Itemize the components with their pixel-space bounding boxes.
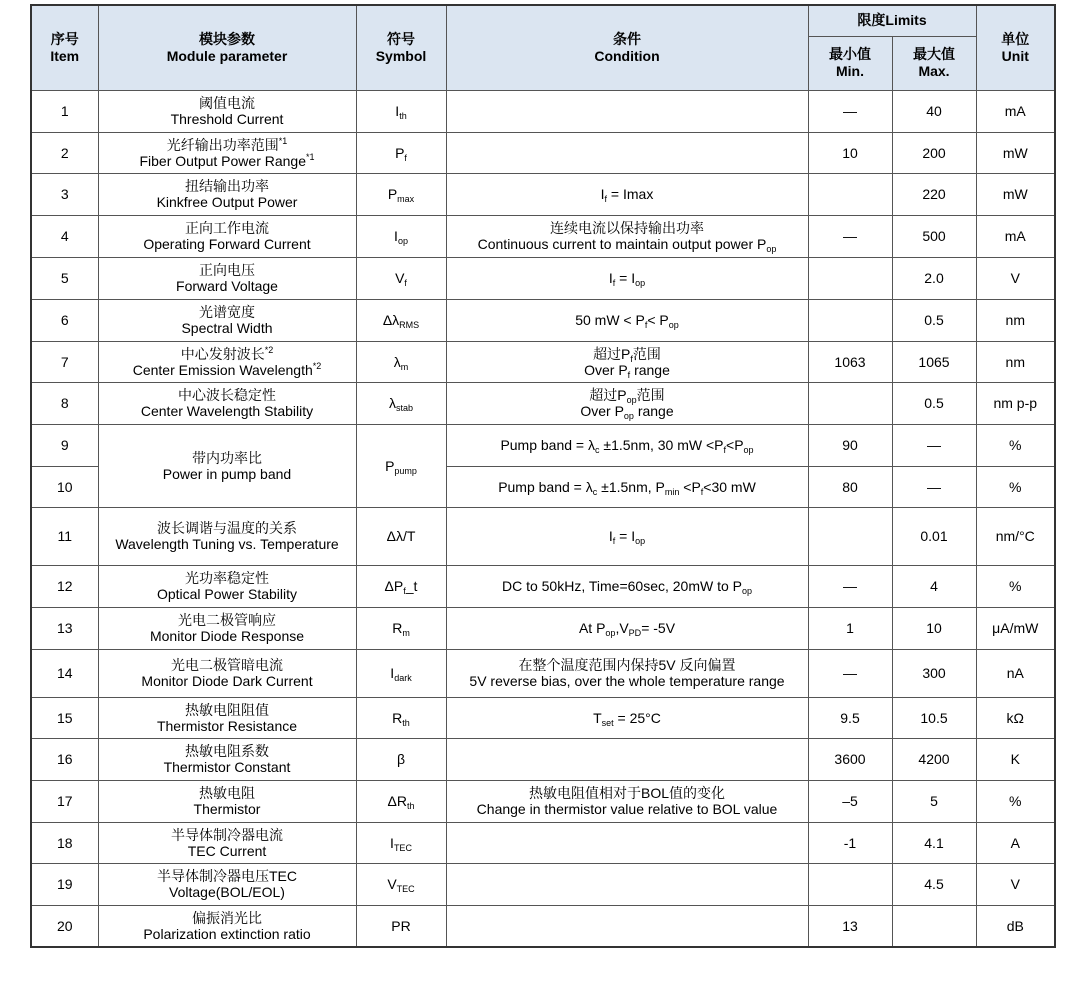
max-cell: 4.5	[892, 863, 976, 905]
max-cell	[892, 905, 976, 947]
parameter-cell: 热敏电阻 Thermistor	[98, 780, 356, 822]
condition-cell	[446, 863, 808, 905]
max-cell: 4200	[892, 738, 976, 780]
table-row	[31, 424, 1055, 466]
min-cell: 3600	[808, 738, 892, 780]
parameter-cell: 扭结输出功率 Kinkfree Output Power	[98, 173, 356, 215]
table-row	[31, 863, 1055, 905]
unit-cell: V	[976, 257, 1055, 299]
condition-cell: $I_f = Imax$	[446, 173, 808, 215]
table-row	[31, 780, 1055, 822]
parameter-cell: 中心发射波长$^{*2}$ Center Emission Wavelength$^{*2}$	[98, 341, 356, 382]
min-cell: 1063	[808, 341, 892, 382]
unit-cell: A	[976, 822, 1055, 863]
symbol-cell: $I_{op}$	[356, 215, 446, 257]
symbol-cell: $V_{TEC}$	[356, 863, 446, 905]
header-item: 序号 Item	[31, 5, 98, 90]
unit-cell: K	[976, 738, 1055, 780]
item-cell: 13	[31, 607, 98, 649]
max-cell: 1065	[892, 341, 976, 382]
item-cell: 5	[31, 257, 98, 299]
min-cell	[808, 382, 892, 424]
symbol-cell: $P_{max}$	[356, 173, 446, 215]
unit-cell: dB	[976, 905, 1055, 947]
unit-cell: nm	[976, 299, 1055, 341]
parameter-cell: 半导体制冷器电压TEC Voltage(BOL/EOL)	[98, 863, 356, 905]
item-cell: 17	[31, 780, 98, 822]
table-row	[31, 173, 1055, 215]
item-cell: 11	[31, 507, 98, 565]
table-row	[31, 649, 1055, 697]
item-cell: 2	[31, 132, 98, 173]
symbol-cell: β	[356, 738, 446, 780]
max-cell: 0.5	[892, 299, 976, 341]
unit-cell: V	[976, 863, 1055, 905]
item-cell: 10	[31, 466, 98, 507]
min-cell: -1	[808, 822, 892, 863]
condition-cell: Pump band = $\lambda_c \pm 1.5nm$, $P_{min} <P_f<30$ mW	[446, 466, 808, 507]
min-cell: –5	[808, 780, 892, 822]
header-condition: 条件 Condition	[446, 5, 808, 90]
condition-cell: $I_f = I_{op}$	[446, 257, 808, 299]
min-cell: 13	[808, 905, 892, 947]
item-cell: 16	[31, 738, 98, 780]
parameter-cell: 中心波长稳定性 Center Wavelength Stability	[98, 382, 356, 424]
max-cell: 0.01	[892, 507, 976, 565]
item-cell: 4	[31, 215, 98, 257]
parameter-cell: 光纤输出功率范围$^{*1}$ Fiber Output Power Range$^{*1}$	[98, 132, 356, 173]
item-cell: 20	[31, 905, 98, 947]
parameter-cell: 波长调谐与温度的关系 Wavelength Tuning vs. Temperature	[98, 507, 356, 565]
specification-table	[30, 4, 1056, 948]
condition-cell: 连续电流以保持输出功率 Continuous current to maintain output power $P_{op}$	[446, 215, 808, 257]
symbol-cell: $P_{pump}$	[356, 424, 446, 507]
condition-cell	[446, 132, 808, 173]
symbol-cell: PR	[356, 905, 446, 947]
max-cell: 200	[892, 132, 976, 173]
parameter-cell: 半导体制冷器电流 TEC Current	[98, 822, 356, 863]
symbol-cell: $R_{th}$	[356, 697, 446, 738]
symbol-cell: $\Delta\lambda_{RMS}$	[356, 299, 446, 341]
item-cell: 19	[31, 863, 98, 905]
table-row	[31, 565, 1055, 607]
table-row	[31, 607, 1055, 649]
parameter-cell: 正向电压 Forward Voltage	[98, 257, 356, 299]
item-cell: 8	[31, 382, 98, 424]
header-max: 最大值 Max.	[892, 36, 976, 90]
parameter-cell: 带内功率比 Power in pump band	[98, 424, 356, 507]
symbol-cell: $I_{dark}$	[356, 649, 446, 697]
parameter-cell: 光电二极管暗电流 Monitor Diode Dark Current	[98, 649, 356, 697]
unit-cell: mA	[976, 90, 1055, 132]
unit-cell: mW	[976, 132, 1055, 173]
min-cell	[808, 507, 892, 565]
symbol-cell: $P_f$	[356, 132, 446, 173]
max-cell: 0.5	[892, 382, 976, 424]
item-cell: 3	[31, 173, 98, 215]
symbol-cell: $I_{th}$	[356, 90, 446, 132]
min-cell: 80	[808, 466, 892, 507]
parameter-cell: 热敏电阻系数 Thermistor Constant	[98, 738, 356, 780]
min-cell: —	[808, 565, 892, 607]
parameter-cell: 光功率稳定性 Optical Power Stability	[98, 565, 356, 607]
symbol-cell: $\lambda_{stab}$	[356, 382, 446, 424]
condition-cell: $T_{set} = 25^\circ C$	[446, 697, 808, 738]
table-row	[31, 697, 1055, 738]
table-row	[31, 341, 1055, 382]
unit-cell: μA/mW	[976, 607, 1055, 649]
item-cell: 7	[31, 341, 98, 382]
condition-cell	[446, 738, 808, 780]
condition-cell: 50 mW < $P_f< P_{op}$	[446, 299, 808, 341]
unit-cell: %	[976, 466, 1055, 507]
unit-cell: %	[976, 424, 1055, 466]
min-cell: —	[808, 215, 892, 257]
table-body	[31, 90, 1055, 947]
item-cell: 9	[31, 424, 98, 466]
min-cell	[808, 257, 892, 299]
table-row	[31, 215, 1055, 257]
table-row	[31, 382, 1055, 424]
max-cell: 4.1	[892, 822, 976, 863]
header-symbol: 符号 Symbol	[356, 5, 446, 90]
symbol-cell: $\Delta P_f\_t$	[356, 565, 446, 607]
max-cell: 500	[892, 215, 976, 257]
table-row	[31, 738, 1055, 780]
symbol-cell: Δλ/T	[356, 507, 446, 565]
unit-cell: mW	[976, 173, 1055, 215]
max-cell: 2.0	[892, 257, 976, 299]
header-limits: 限度Limits	[808, 5, 976, 36]
condition-cell: 在整个温度范围内保持5V 反向偏置 5V reverse bias, over the whole temperature range	[446, 649, 808, 697]
condition-cell	[446, 905, 808, 947]
item-cell: 18	[31, 822, 98, 863]
item-cell: 1	[31, 90, 98, 132]
max-cell: 10	[892, 607, 976, 649]
table-row	[31, 299, 1055, 341]
unit-cell: nA	[976, 649, 1055, 697]
min-cell: 90	[808, 424, 892, 466]
min-cell: 10	[808, 132, 892, 173]
unit-cell: nm p-p	[976, 382, 1055, 424]
symbol-cell: $V_f$	[356, 257, 446, 299]
header-unit: 单位 Unit	[976, 5, 1055, 90]
min-cell: —	[808, 649, 892, 697]
unit-cell: nm	[976, 341, 1055, 382]
symbol-cell: $\lambda_m$	[356, 341, 446, 382]
condition-cell: Pump band = $\lambda_c \pm 1.5nm$, 30 mW $<P_f<P_{op}$	[446, 424, 808, 466]
parameter-cell: 热敏电阻阻值 Thermistor Resistance	[98, 697, 356, 738]
table-row	[31, 905, 1055, 947]
unit-cell: mA	[976, 215, 1055, 257]
symbol-cell: $R_m$	[356, 607, 446, 649]
condition-cell: DC to 50kHz, Time=60sec, 20mW to $P_{op}$	[446, 565, 808, 607]
item-cell: 6	[31, 299, 98, 341]
min-cell	[808, 299, 892, 341]
max-cell: 10.5	[892, 697, 976, 738]
parameter-cell: 阈值电流 Threshold Current	[98, 90, 356, 132]
condition-cell: 超过$P_f$范围 Over $P_f$ range	[446, 341, 808, 382]
table-row	[31, 132, 1055, 173]
condition-cell: $I_f = I_{op}$	[446, 507, 808, 565]
table-row	[31, 90, 1055, 132]
condition-cell	[446, 822, 808, 863]
item-cell: 15	[31, 697, 98, 738]
min-cell: —	[808, 90, 892, 132]
condition-cell: 超过$P_{op}$范围 Over $P_{op}$ range	[446, 382, 808, 424]
unit-cell: %	[976, 565, 1055, 607]
unit-cell: nm/°C	[976, 507, 1055, 565]
min-cell: 9.5	[808, 697, 892, 738]
min-cell	[808, 863, 892, 905]
symbol-cell: $\Delta R_{th}$	[356, 780, 446, 822]
parameter-cell: 正向工作电流 Operating Forward Current	[98, 215, 356, 257]
symbol-cell: $I_{TEC}$	[356, 822, 446, 863]
max-cell: 5	[892, 780, 976, 822]
item-cell: 14	[31, 649, 98, 697]
parameter-cell: 光电二极管响应 Monitor Diode Response	[98, 607, 356, 649]
max-cell: —	[892, 424, 976, 466]
item-cell: 12	[31, 565, 98, 607]
header-min: 最小值 Min.	[808, 36, 892, 90]
min-cell	[808, 173, 892, 215]
table-row	[31, 507, 1055, 565]
header-module-parameter: 模块参数 Module parameter	[98, 5, 356, 90]
max-cell: 40	[892, 90, 976, 132]
max-cell: 220	[892, 173, 976, 215]
max-cell: 300	[892, 649, 976, 697]
table-row	[31, 822, 1055, 863]
max-cell: —	[892, 466, 976, 507]
condition-cell: At $P_{op},V_{PD}= -5V$	[446, 607, 808, 649]
unit-cell: %	[976, 780, 1055, 822]
parameter-cell: 光谱宽度 Spectral Width	[98, 299, 356, 341]
condition-cell	[446, 90, 808, 132]
min-cell: 1	[808, 607, 892, 649]
unit-cell: kΩ	[976, 697, 1055, 738]
condition-cell: 热敏电阻值相对于BOL值的变化 Change in thermistor value relative to BOL value	[446, 780, 808, 822]
parameter-cell: 偏振消光比 Polarization extinction ratio	[98, 905, 356, 947]
max-cell: 4	[892, 565, 976, 607]
table-row	[31, 257, 1055, 299]
